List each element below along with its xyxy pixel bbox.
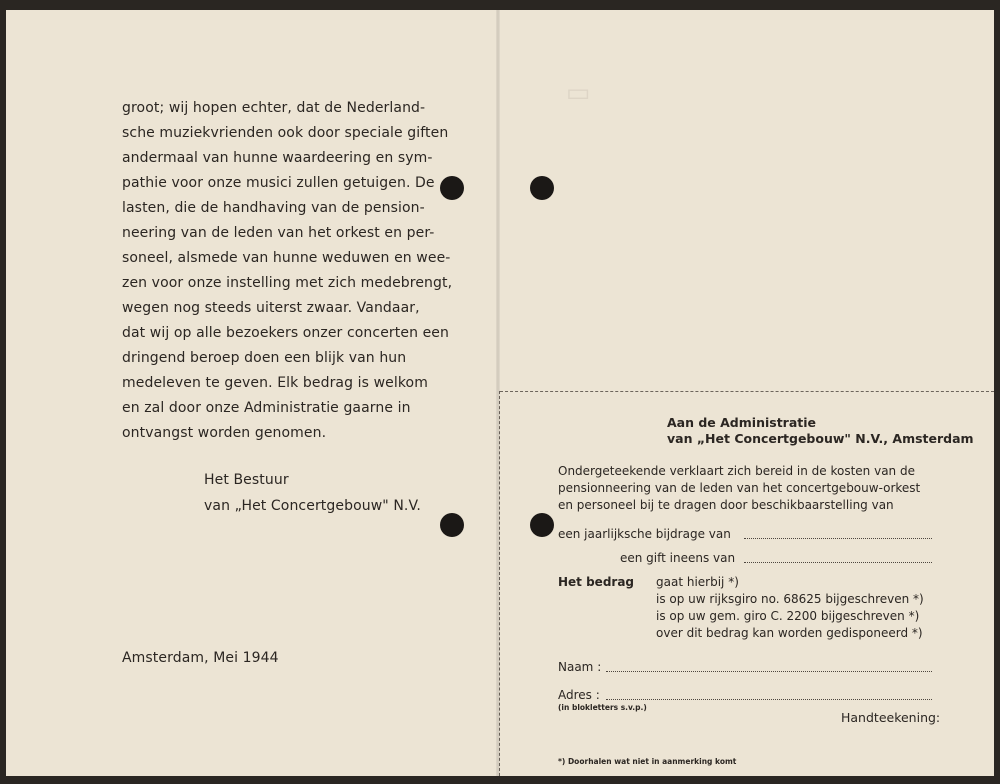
signature-label: Handteekening: xyxy=(841,710,941,725)
amount-option: gaat hierbij *) xyxy=(656,575,739,589)
punch-hole xyxy=(440,513,464,537)
name-label: Naam : xyxy=(558,660,602,674)
amount-option: is op uw gem. giro C. 2200 bijgeschreven *) xyxy=(656,609,920,623)
name-field[interactable] xyxy=(606,671,932,672)
address-field[interactable] xyxy=(606,699,932,700)
body-line: andermaal van hunne waardeering en sym- xyxy=(122,150,433,166)
show-through-mark: ▭ xyxy=(566,78,591,108)
form-intro-line: Ondergeteekende verklaart zich bereid in de kosten van de xyxy=(558,464,915,478)
perforation-vertical xyxy=(499,391,500,776)
document-sheet xyxy=(6,10,994,776)
punch-hole xyxy=(440,176,464,200)
body-line: lasten, die de handhaving van de pension- xyxy=(122,200,425,216)
form-addressee: Aan de Administratie xyxy=(667,415,817,430)
amount-label: Het bedrag xyxy=(558,575,635,589)
perforation-horizontal xyxy=(500,391,994,392)
footnote: *) Doorhalen wat niet in aanmerking komt xyxy=(558,757,737,766)
single-gift-field[interactable] xyxy=(744,562,932,563)
signature-board: Het Bestuur xyxy=(204,472,289,488)
amount-option: over dit bedrag kan worden gedisponeerd *) xyxy=(656,626,923,640)
body-line: dringend beroep doen een blijk van hun xyxy=(122,350,407,366)
body-line: sche muziekvrienden ook door speciale giften xyxy=(122,125,449,141)
body-line: medeleven te geven. Elk bedrag is welkom xyxy=(122,375,428,391)
amount-option: is op uw rijksgiro no. 68625 bijgeschreven *) xyxy=(656,592,924,606)
form-intro-line: en personeel bij te dragen door beschikbaarstelling van xyxy=(558,498,894,512)
annual-contribution-field[interactable] xyxy=(744,538,932,539)
annual-contribution-label: een jaarlijksche bijdrage van xyxy=(558,527,731,541)
body-line: dat wij op alle bezoekers onzer concerten een xyxy=(122,325,449,341)
body-line: soneel, alsmede van hunne weduwen en wee- xyxy=(122,250,451,266)
body-line: en zal door onze Administratie gaarne in xyxy=(122,400,411,416)
form-addressee-company: van „Het Concertgebouw" N.V., Amsterdam xyxy=(667,431,974,446)
block-letters-note: (in blokletters s.v.p.) xyxy=(558,703,647,712)
signature-company: van „Het Concertgebouw" N.V. xyxy=(204,498,421,514)
body-line: wegen nog steeds uiterst zwaar. Vandaar, xyxy=(122,300,420,316)
body-line: neering van de leden van het orkest en per- xyxy=(122,225,435,241)
address-label: Adres : xyxy=(558,688,600,702)
place-date: Amsterdam, Mei 1944 xyxy=(122,650,279,666)
body-line: ontvangst worden genomen. xyxy=(122,425,327,441)
punch-hole xyxy=(530,176,554,200)
form-intro-line: pensionneering van de leden van het concertgebouw-orkest xyxy=(558,481,921,495)
body-line: zen voor onze instelling met zich medebrengt, xyxy=(122,275,453,291)
body-line: groot; wij hopen echter, dat de Nederland- xyxy=(122,100,426,116)
single-gift-label: een gift ineens van xyxy=(620,551,736,565)
punch-hole xyxy=(530,513,554,537)
body-line: pathie voor onze musici zullen getuigen. De xyxy=(122,175,435,191)
